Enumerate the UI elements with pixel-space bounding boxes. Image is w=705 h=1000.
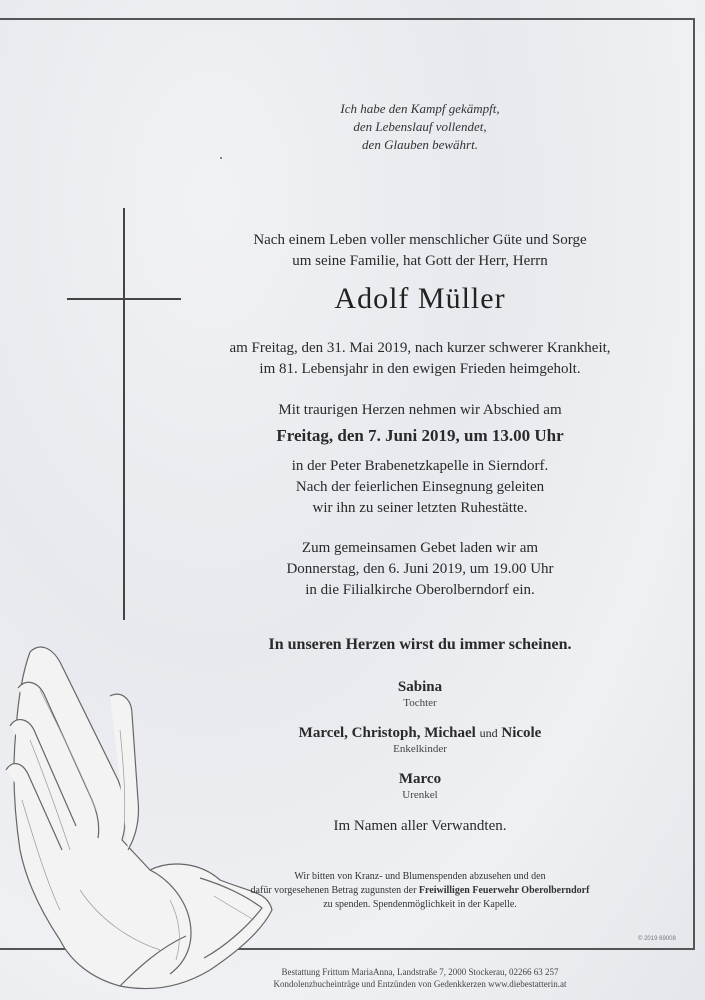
request-line: zu spenden. Spendenmöglichkeit in der Kapelle.: [323, 899, 517, 910]
intro-line: um seine Familie, hat Gott der Herr, Herrn: [292, 253, 548, 269]
mourner-names-last: Nicole: [501, 725, 542, 741]
intro-text: [160, 230, 680, 272]
mourner-connector: und: [479, 726, 498, 740]
death-line: am Freitag, den 31. Mai 2019, nach kurzer schwerer Krankheit,: [229, 340, 611, 356]
ceremony-line: Nach der feierlichen Einsegnung geleiten: [295, 479, 545, 495]
mourner-group: [160, 724, 680, 756]
imprint-code: © 2019 69008: [638, 936, 676, 942]
farewell-text: Mit traurigen Herzen nehmen wir Abschied am: [278, 402, 562, 418]
request-line: [160, 884, 680, 898]
ceremony-text: [160, 456, 680, 519]
mourner-role: Tochter: [403, 697, 437, 709]
donation-request: [160, 870, 680, 912]
memorial-quote: In unseren Herzen wirst du immer scheinen.: [268, 636, 572, 653]
death-notice: [160, 338, 680, 380]
mourner-names: Marcel, Christoph, Michael: [298, 725, 476, 741]
death-line: im 81. Lebensjahr in den ewigen Frieden heimgeholt.: [259, 361, 581, 377]
footer-address: Bestattung Frittum MariaAnna, Landstraße 7, 2000 Stockerau, 02266 63 257: [281, 967, 559, 977]
mourner-names: Marco: [398, 771, 442, 787]
ceremony-line: wir ihn zu seiner letzten Ruhestätte.: [312, 500, 528, 516]
prayer-invitation: [160, 538, 680, 601]
mourner-group: [160, 770, 680, 802]
mourner-names: Sabina: [397, 679, 443, 695]
deceased-name: Adolf Müller: [334, 282, 506, 315]
motto-line: den Glauben bewährt.: [362, 137, 478, 152]
intro-line: Nach einem Leben voller menschlicher Güte und Sorge: [253, 232, 587, 248]
mourner-role: Urenkel: [402, 789, 438, 801]
prayer-line: Zum gemeinsamen Gebet laden wir am: [301, 540, 539, 556]
motto-line: Ich habe den Kampf gekämpft,: [340, 101, 500, 116]
frame-border-right: [693, 18, 695, 950]
decorative-dot: [220, 157, 222, 159]
ceremony-line: in der Peter Brabenetzkapelle in Sierndorf.: [291, 458, 549, 474]
mourner-names-line: [160, 724, 680, 742]
mourner-group: [160, 678, 680, 710]
funeral-home-footer: [160, 966, 680, 990]
frame-border-top: [0, 18, 695, 20]
request-line-start: dafür vorgesehenen Betrag zugunsten der: [250, 885, 417, 896]
funeral-date: Freitag, den 7. Juni 2019, um 13.00 Uhr: [276, 426, 564, 445]
relatives-text: Im Namen aller Verwandten.: [333, 818, 507, 834]
request-line: Wir bitten von Kranz- und Blumenspenden abzusehen und den: [294, 871, 546, 882]
cross-icon-vertical: [123, 208, 125, 620]
prayer-line: Donnerstag, den 6. Juni 2019, um 19.00 Uhr: [286, 561, 554, 577]
motto-verse: [160, 100, 680, 154]
footer-website: Kondolenzbucheinträge und Entzünden von Gedenkkerzen www.diebestatterin.at: [273, 979, 567, 989]
prayer-line: in die Filialkirche Oberolberndorf ein.: [305, 582, 535, 598]
mourner-role: Enkelkinder: [393, 743, 447, 755]
motto-line: den Lebenslauf vollendet,: [353, 119, 487, 134]
request-beneficiary: Freiwilligen Feuerwehr Oberolberndorf: [418, 885, 590, 896]
